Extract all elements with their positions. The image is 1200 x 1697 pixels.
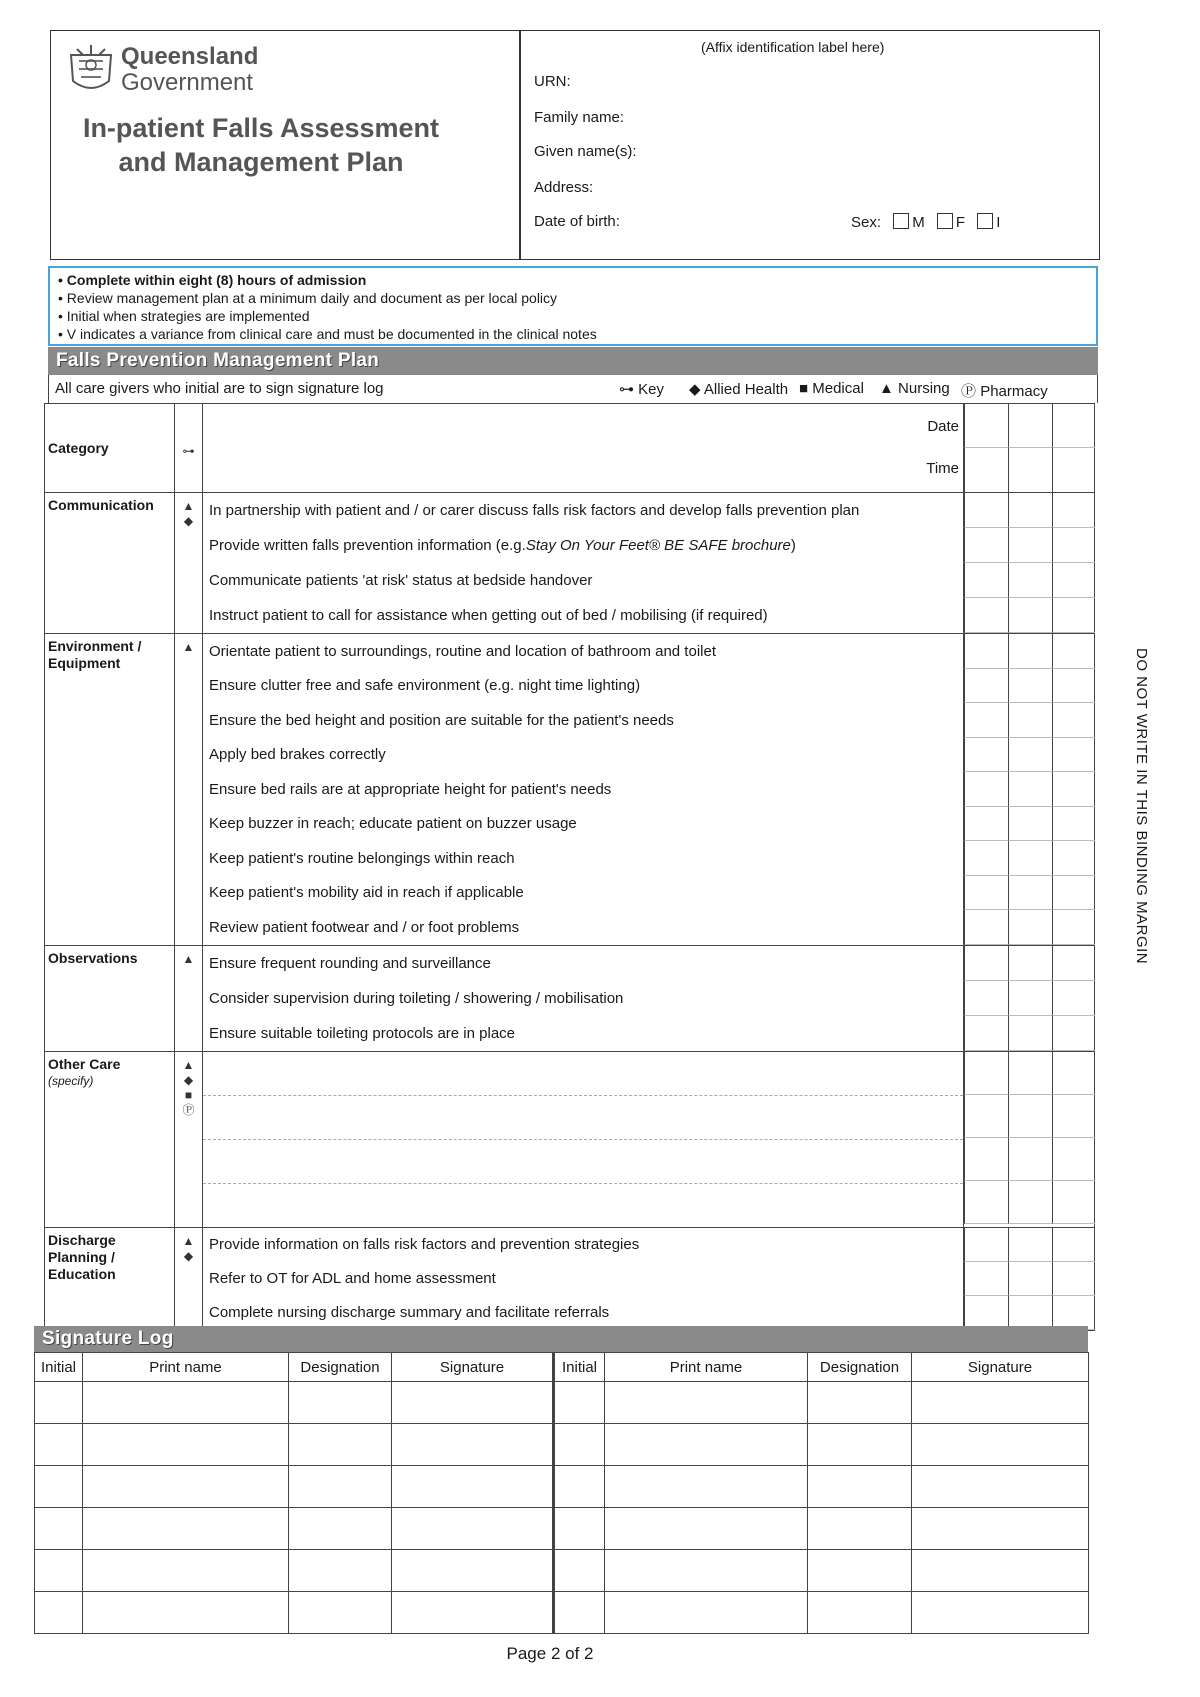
- signature-row[interactable]: [35, 1382, 1089, 1424]
- initial-cell[interactable]: [1052, 1181, 1095, 1224]
- sex-field: [851, 213, 1000, 231]
- initial-cell[interactable]: [964, 563, 1008, 598]
- key-icon: ⊶: [619, 381, 634, 398]
- triangle-icon: ▲: [879, 380, 894, 397]
- observations-icons: [175, 945, 203, 1051]
- signature-row[interactable]: [35, 1550, 1089, 1592]
- initial-cell[interactable]: [1052, 807, 1095, 842]
- family-name-label: Family name:: [534, 109, 625, 126]
- legend-pharmacy-label: Pharmacy: [980, 383, 1048, 400]
- other-care-lines[interactable]: [203, 1051, 964, 1227]
- discharge-item-1: Provide information on falls risk factors and prevention strategies: [209, 1236, 640, 1253]
- plan-table: [44, 403, 1095, 1331]
- initial-cell[interactable]: [1008, 876, 1052, 911]
- legend-nursing: [879, 380, 950, 397]
- sex-f-checkbox[interactable]: [937, 213, 953, 229]
- page-number: Page 2 of 2: [506, 1644, 594, 1663]
- legend-row: [48, 375, 1098, 403]
- initial-cell[interactable]: [1008, 563, 1052, 598]
- environment-item-8: Keep patient's mobility aid in reach if applicable: [209, 884, 524, 902]
- other-care-row: [45, 1051, 1095, 1227]
- initial-cell[interactable]: [1052, 981, 1095, 1016]
- initial-cell[interactable]: [1008, 1181, 1052, 1224]
- signature-cell[interactable]: [912, 1550, 1089, 1592]
- environment-item-2: Ensure clutter free and safe environment (e.g. night time lighting): [209, 677, 641, 695]
- environment-row: [45, 634, 1095, 946]
- initial-cell[interactable]: [964, 946, 1008, 981]
- initial-cell[interactable]: [964, 1181, 1008, 1224]
- signature-row[interactable]: [35, 1592, 1089, 1634]
- initial-cell[interactable]: [1008, 981, 1052, 1016]
- initial-cell[interactable]: [1052, 1296, 1095, 1330]
- initial-cell[interactable]: [964, 1296, 1008, 1330]
- environment-item-1: Orientate patient to surroundings, routine and location of bathroom and toilet: [209, 642, 716, 660]
- triangle-icon: ▲: [182, 951, 195, 966]
- initial-cell[interactable]: [1008, 1262, 1052, 1296]
- observations-item-3: Ensure suitable toileting protocols are in place: [209, 1024, 516, 1042]
- environment-label: Environment / Equipment: [45, 634, 175, 946]
- signature-cell[interactable]: [392, 1550, 554, 1592]
- signature-row[interactable]: [35, 1466, 1089, 1508]
- environment-item-4: Apply bed brakes correctly: [209, 746, 386, 764]
- category-header-row: [45, 404, 1095, 493]
- key-icon: ⊶: [175, 404, 203, 493]
- initial-cell[interactable]: [1008, 738, 1052, 773]
- header-box: [50, 30, 1100, 260]
- signature-cell[interactable]: [554, 1382, 605, 1424]
- signature-cell[interactable]: [289, 1382, 392, 1424]
- initial-cell[interactable]: [1008, 703, 1052, 738]
- triangle-icon: ▲: [182, 640, 195, 654]
- print-name-header: Print name: [83, 1353, 289, 1382]
- initial-cell[interactable]: [1008, 598, 1052, 633]
- initial-cell[interactable]: [1052, 1138, 1095, 1181]
- designation-header: Designation: [808, 1353, 912, 1382]
- signature-cell[interactable]: [808, 1466, 912, 1508]
- square-icon: ■: [799, 380, 809, 397]
- other-care-specify: (specify): [48, 1073, 94, 1088]
- signature-cell[interactable]: [605, 1382, 808, 1424]
- dob-label: Date of birth:: [534, 213, 620, 230]
- legend-nursing-label: Nursing: [898, 380, 950, 397]
- observations-row: [45, 945, 1095, 1051]
- date-time-grid[interactable]: [964, 404, 1095, 493]
- communication-items: [203, 493, 964, 634]
- signature-cell[interactable]: [35, 1382, 83, 1424]
- initial-cell[interactable]: [964, 634, 1008, 669]
- diamond-icon: ◆: [183, 1072, 194, 1087]
- communication-icons: [175, 493, 203, 634]
- diamond-icon: ◆: [689, 381, 701, 398]
- initial-cell[interactable]: [964, 772, 1008, 807]
- sex-m-label: M: [912, 214, 925, 231]
- initial-cell[interactable]: [1008, 1052, 1052, 1095]
- communication-item-1: In partnership with patient and / or carer discuss falls risk factors and develop falls prevention plan: [209, 502, 860, 519]
- discharge-initials-grid[interactable]: [964, 1227, 1095, 1330]
- observations-item-1: Ensure frequent rounding and surveillance: [209, 954, 491, 972]
- signature-row[interactable]: [35, 1424, 1089, 1466]
- environment-item-3: Ensure the bed height and position are suitable for the patient's needs: [209, 711, 674, 729]
- initial-cell[interactable]: [1052, 772, 1095, 807]
- signature-cell[interactable]: [912, 1508, 1089, 1550]
- initial-cell[interactable]: [964, 807, 1008, 842]
- signature-cell[interactable]: [35, 1592, 83, 1634]
- instructions-box: [48, 266, 1098, 346]
- legend-pharmacy: [961, 380, 1048, 401]
- diamond-icon: ◆: [183, 514, 194, 528]
- initial-cell[interactable]: [964, 703, 1008, 738]
- initial-cell[interactable]: [1008, 528, 1052, 563]
- signature-cell[interactable]: [83, 1508, 289, 1550]
- initial-cell[interactable]: [1052, 738, 1095, 773]
- initial-cell[interactable]: [1052, 1228, 1095, 1262]
- form-title-line2: and Management Plan: [118, 147, 404, 177]
- initial-header: Initial: [35, 1353, 83, 1382]
- signature-cell[interactable]: [605, 1508, 808, 1550]
- signature-cell[interactable]: [912, 1382, 1089, 1424]
- discharge-item-3: Complete nursing discharge summary and facilitate referrals: [209, 1304, 610, 1321]
- signature-cell[interactable]: [554, 1466, 605, 1508]
- observations-label: Observations: [45, 945, 175, 1051]
- brochure-title: Stay On Your Feet® BE SAFE brochure: [525, 537, 791, 554]
- initial-cell[interactable]: [1008, 1138, 1052, 1181]
- communication-row: [45, 493, 1095, 634]
- initial-cell[interactable]: [1008, 910, 1052, 945]
- signature-cell[interactable]: [35, 1550, 83, 1592]
- initial-header: Initial: [554, 1353, 605, 1382]
- pharmacy-icon: Ⓟ: [961, 383, 977, 400]
- initial-cell[interactable]: [964, 1016, 1008, 1051]
- signature-cell[interactable]: [83, 1550, 289, 1592]
- initial-cell[interactable]: [1052, 493, 1095, 528]
- initial-cell[interactable]: [1052, 598, 1095, 633]
- initial-cell[interactable]: [1008, 841, 1052, 876]
- signature-cell[interactable]: [289, 1466, 392, 1508]
- initial-cell[interactable]: [964, 841, 1008, 876]
- sex-i-label: I: [996, 214, 1001, 231]
- signature-cell[interactable]: [554, 1550, 605, 1592]
- category-label: Category: [45, 404, 175, 493]
- designation-header: Designation: [289, 1353, 392, 1382]
- environment-item-9: Review patient footwear and / or foot problems: [209, 918, 520, 936]
- given-names-label: Given name(s):: [534, 143, 637, 160]
- discharge-items: [203, 1227, 964, 1330]
- signature-cell[interactable]: [289, 1508, 392, 1550]
- environment-icons: [175, 634, 203, 946]
- signature-cell[interactable]: [912, 1466, 1089, 1508]
- communication-item-2: Provide written falls prevention information (e.g. Stay On Your Feet® BE SAFE brochure ): [209, 537, 796, 554]
- triangle-icon: ▲: [182, 499, 195, 513]
- discharge-label: Discharge Planning / Education: [45, 1227, 175, 1330]
- environment-item-5: Ensure bed rails are at appropriate height for patient's needs: [209, 780, 612, 798]
- initial-cell[interactable]: [964, 1228, 1008, 1262]
- signature-cell[interactable]: [554, 1592, 605, 1634]
- initial-cell[interactable]: [964, 910, 1008, 945]
- qld-crest-logo: [63, 41, 119, 97]
- instruction-3: • Initial when strategies are implemented: [58, 308, 310, 324]
- legend-allied-label: Allied Health: [703, 381, 789, 398]
- signature-cell[interactable]: [289, 1550, 392, 1592]
- initial-cell[interactable]: [1008, 493, 1052, 528]
- instruction-4: • V indicates a variance from clinical care and must be documented in the clinical notes: [58, 326, 597, 342]
- instruction-2: • Review management plan at a minimum daily and document as per local policy: [58, 290, 558, 306]
- initial-cell[interactable]: [964, 528, 1008, 563]
- signature-header: Signature: [392, 1353, 554, 1382]
- signature-cell[interactable]: [289, 1424, 392, 1466]
- observations-initials-grid[interactable]: [964, 945, 1095, 1051]
- signature-cell[interactable]: [392, 1424, 554, 1466]
- legend-key: [619, 380, 664, 398]
- signature-row[interactable]: [35, 1508, 1089, 1550]
- discharge-row: [45, 1227, 1095, 1330]
- binding-margin-note: DO NOT WRITE IN THIS BINDING MARGIN: [1133, 648, 1150, 965]
- communication-item-3: Communicate patients 'at risk' status at bedside handover: [209, 572, 593, 589]
- diamond-icon: ◆: [183, 1248, 194, 1263]
- signature-cell[interactable]: [808, 1550, 912, 1592]
- other-care-initials-grid[interactable]: [964, 1051, 1095, 1227]
- initial-cell[interactable]: [1052, 946, 1095, 981]
- legend-key-label: Key: [638, 381, 665, 398]
- triangle-icon: ▲: [182, 1233, 195, 1248]
- header-divider: [519, 31, 521, 259]
- signature-cell[interactable]: [83, 1424, 289, 1466]
- signature-cell[interactable]: [35, 1466, 83, 1508]
- initial-cell[interactable]: [1008, 669, 1052, 704]
- sex-i-checkbox[interactable]: [977, 213, 993, 229]
- other-care-icons: [175, 1051, 203, 1227]
- signature-cell[interactable]: [392, 1592, 554, 1634]
- date-time-labels: [203, 404, 964, 493]
- initial-cell[interactable]: [1052, 841, 1095, 876]
- signature-log-title: Signature Log: [34, 1326, 1088, 1352]
- initial-cell[interactable]: [964, 738, 1008, 773]
- pharmacy-icon: Ⓟ: [182, 1102, 195, 1117]
- signature-cell[interactable]: [808, 1508, 912, 1550]
- signature-cell[interactable]: [392, 1508, 554, 1550]
- communication-item-4: Instruct patient to call for assistance when getting out of bed / mobilising (if required): [209, 607, 768, 624]
- triangle-icon: ▲: [182, 1057, 195, 1072]
- form-title-line1: In-patient Falls Assessment: [82, 113, 440, 143]
- legend-medical-label: Medical: [812, 380, 864, 397]
- plan-section-title: Falls Prevention Management Plan: [48, 347, 1098, 375]
- observations-items: [203, 945, 964, 1051]
- time-label: Time: [926, 460, 959, 477]
- discharge-item-2: Refer to OT for ADL and home assessment: [209, 1270, 496, 1287]
- urn-label: URN:: [534, 73, 571, 90]
- signature-cell[interactable]: [35, 1508, 83, 1550]
- signature-header: Signature: [912, 1353, 1089, 1382]
- sex-label: Sex:: [851, 214, 882, 231]
- environment-initials-grid[interactable]: [964, 634, 1095, 946]
- signature-log-header: [35, 1353, 1089, 1382]
- signature-cell[interactable]: [554, 1508, 605, 1550]
- initial-cell[interactable]: [1052, 1052, 1095, 1095]
- print-name-header: Print name: [605, 1353, 808, 1382]
- signature-cell[interactable]: [912, 1592, 1089, 1634]
- org-name-line2: Government: [121, 69, 254, 96]
- initial-cell[interactable]: [964, 1262, 1008, 1296]
- communication-initials-grid[interactable]: [964, 493, 1095, 634]
- initial-cell[interactable]: [1052, 669, 1095, 704]
- initial-cell[interactable]: [1052, 634, 1095, 669]
- initial-cell[interactable]: [964, 1052, 1008, 1095]
- signature-cell[interactable]: [605, 1466, 808, 1508]
- initial-cell[interactable]: [1008, 1095, 1052, 1138]
- signature-cell[interactable]: [605, 1592, 808, 1634]
- initial-cell[interactable]: [1052, 1262, 1095, 1296]
- initial-cell[interactable]: [964, 876, 1008, 911]
- sex-f-label: F: [955, 214, 966, 231]
- signature-log-rows[interactable]: [35, 1382, 1089, 1634]
- initial-cell[interactable]: [1052, 563, 1095, 598]
- initial-cell[interactable]: [1008, 1228, 1052, 1262]
- initial-cell[interactable]: [964, 598, 1008, 633]
- sex-m-checkbox[interactable]: [893, 213, 909, 229]
- initial-cell[interactable]: [1052, 528, 1095, 563]
- environment-item-7: Keep patient's routine belongings within reach: [209, 849, 515, 867]
- signature-cell[interactable]: [808, 1592, 912, 1634]
- initial-cell[interactable]: [964, 981, 1008, 1016]
- initial-cell[interactable]: [964, 1138, 1008, 1181]
- square-icon: ■: [184, 1087, 193, 1102]
- signature-cell[interactable]: [83, 1592, 289, 1634]
- legend-medical: [799, 380, 864, 397]
- initial-cell[interactable]: [1052, 910, 1095, 945]
- other-care-label: Other Care (specify): [45, 1051, 175, 1227]
- initial-cell[interactable]: [1008, 634, 1052, 669]
- legend-allied: [689, 380, 788, 398]
- discharge-icons: [175, 1227, 203, 1330]
- initial-cell[interactable]: [1052, 1016, 1095, 1051]
- signature-cell[interactable]: [605, 1550, 808, 1592]
- initial-cell[interactable]: [1008, 1016, 1052, 1051]
- initial-cell[interactable]: [1052, 876, 1095, 911]
- environment-items: [203, 634, 964, 946]
- signature-cell[interactable]: [808, 1382, 912, 1424]
- affix-label: (Affix identification label here): [701, 39, 885, 55]
- environment-item-6: Keep buzzer in reach; educate patient on buzzer usage: [209, 815, 577, 833]
- signature-cell[interactable]: [83, 1466, 289, 1508]
- signature-cell[interactable]: [83, 1382, 289, 1424]
- initial-cell[interactable]: [964, 1095, 1008, 1138]
- initial-cell[interactable]: [1008, 946, 1052, 981]
- signature-cell[interactable]: [554, 1424, 605, 1466]
- initial-cell[interactable]: [1008, 807, 1052, 842]
- signature-cell[interactable]: [35, 1424, 83, 1466]
- initial-cell[interactable]: [1008, 772, 1052, 807]
- initial-cell[interactable]: [964, 493, 1008, 528]
- date-label: Date: [927, 418, 959, 435]
- address-label: Address:: [534, 179, 594, 196]
- observations-item-2: Consider supervision during toileting / showering / mobilisation: [209, 989, 624, 1007]
- instruction-1: • Complete within eight (8) hours of admission: [58, 272, 367, 288]
- initial-cell[interactable]: [964, 669, 1008, 704]
- signature-cell[interactable]: [605, 1424, 808, 1466]
- signature-cell[interactable]: [289, 1592, 392, 1634]
- initial-cell[interactable]: [1052, 703, 1095, 738]
- signature-cell[interactable]: [912, 1424, 1089, 1466]
- signature-cell[interactable]: [392, 1466, 554, 1508]
- initial-cell[interactable]: [1008, 1296, 1052, 1330]
- signature-log-table: [34, 1352, 1089, 1634]
- signature-cell[interactable]: [808, 1424, 912, 1466]
- caregiver-note: All care givers who initial are to sign signature log: [55, 380, 384, 397]
- initial-cell[interactable]: [1052, 1095, 1095, 1138]
- signature-cell[interactable]: [392, 1382, 554, 1424]
- org-name-line1: Queensland: [121, 43, 259, 70]
- communication-label: Communication: [45, 493, 175, 634]
